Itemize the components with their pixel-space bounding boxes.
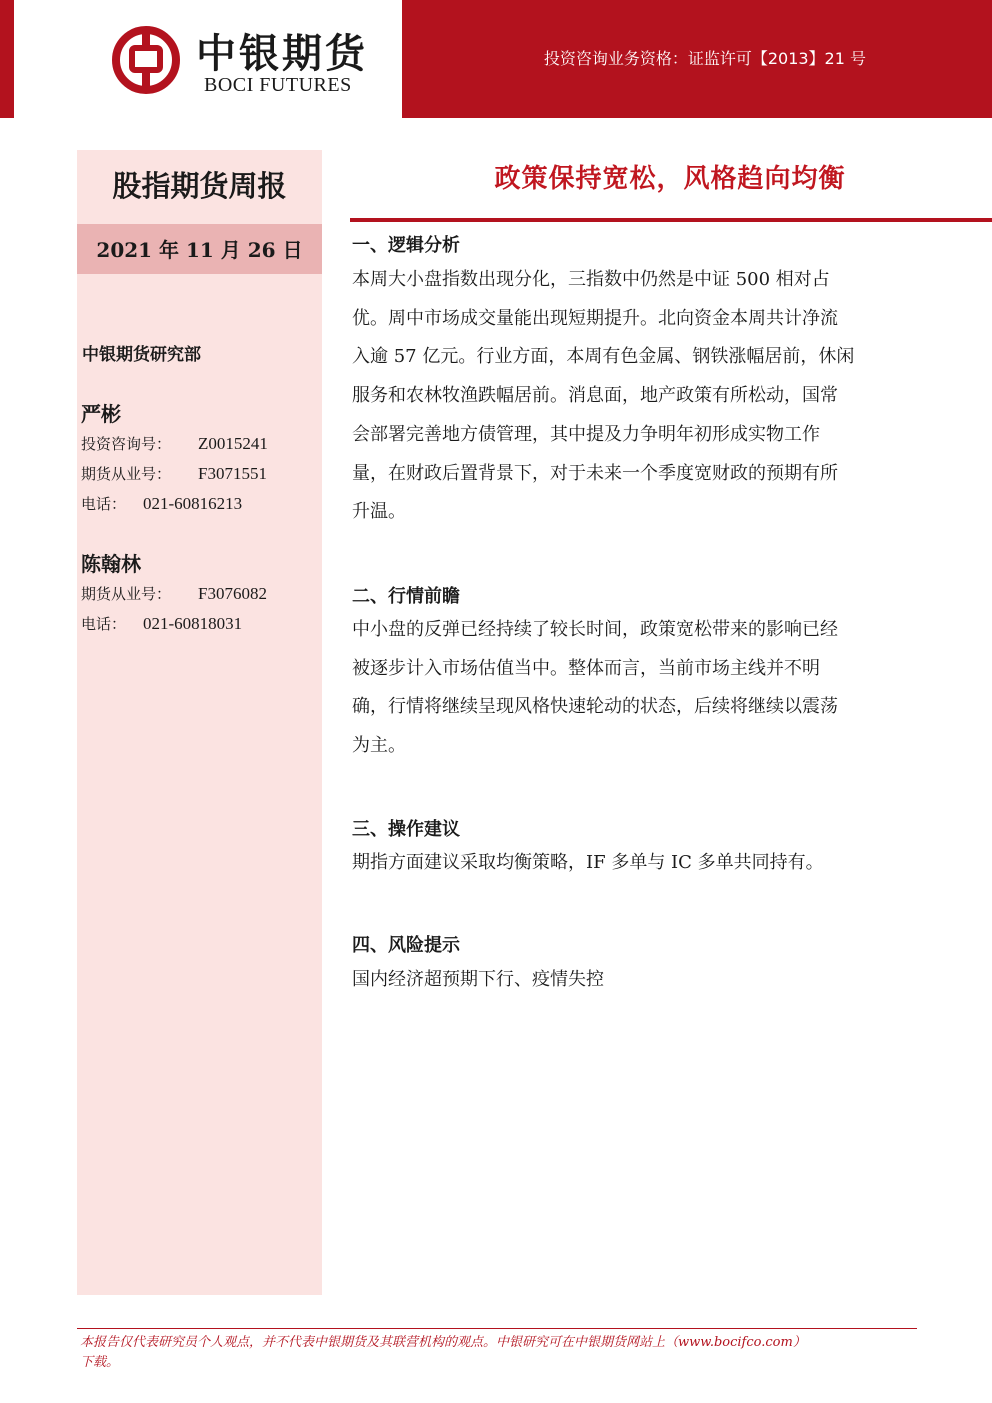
disclaimer-line: 下载。 [80,1355,120,1370]
department: 中银期货研究部 [82,345,201,365]
body-line: 服务和农林牧渔跌幅居前。消息面，地产政策有所松动，国常 [352,385,838,407]
body-line: 升温。 [352,501,406,523]
field-value: F3076082 [198,584,267,603]
body-line: 会部署完善地方债管理，其中提及力争明年初形成实物工作 [352,423,820,445]
report-type: 股指期货周报 [112,169,287,203]
body-line: 本周大小盘指数出现分化，三指数中仍然是中证 500 相对占 [352,269,830,290]
body-line: 为主。 [352,735,406,757]
analyst-field [81,613,242,634]
field-label: 期货从业号： [81,465,172,483]
analyst-field [81,583,267,604]
field-label: 投资咨询号： [81,435,172,453]
body-line: 被逐步计入市场估值当中。整体而言，当前市场主线并不明 [352,657,820,679]
footer-rule [77,1328,917,1329]
field-value: F3071551 [198,464,267,483]
section-heading: 四、风险提示 [352,935,460,956]
body-line: 确，行情将继续呈现风格快速轮动的状态，后续将继续以震荡 [352,696,838,718]
section-heading: 二、行情前瞻 [352,586,460,607]
body-line: 优。周中市场成交量能出现短期提升。北向资金本周共计净流 [352,307,838,329]
analyst-field [81,493,242,514]
sidebar-panel [77,150,322,1295]
document-title: 政策保持宽松，风格趋向均衡 [494,164,846,194]
report-date: 2021 年 11 月 26 日 [96,238,303,262]
body-line: 国内经济超预期下行、疫情失控 [352,969,604,990]
field-value: Z0015241 [198,434,268,453]
analyst-name: 严彬 [81,402,121,426]
footer-disclaimer [80,1333,915,1373]
field-value: 021-60818031 [143,614,243,633]
section-body [352,844,900,883]
field-label: 电话： [81,495,127,513]
header-red-band-left [0,0,14,118]
disclaimer-line: 本报告仅代表研究员个人观点，并不代表中银期货及其联营机构的观点。中银研究可在中银期货网站上（www.bocifco.com） [80,1335,806,1350]
section-body [352,261,900,532]
body-line: 中小盘的反弹已经持续了较长时间，政策宽松带来的影响已经 [352,619,838,640]
analyst-field [81,463,267,484]
analyst-name: 陈翰林 [81,552,141,576]
field-label: 电话： [81,615,127,633]
brand-name-cn: 中银期货 [196,30,368,77]
field-value: 021-60816213 [143,494,243,513]
analyst-field [81,433,268,454]
title-rule [350,218,992,222]
body-line: 期指方面建议采取均衡策略，IF 多单与 IC 多单共同持有。 [352,852,824,873]
section-body [352,611,900,766]
brand-name-en: BOCI FUTURES [204,74,352,96]
section-heading: 三、操作建议 [352,819,460,840]
section-heading: 一、逻辑分析 [352,235,460,256]
license-text: 投资咨询业务资格：证监许可【2013】21 号 [543,49,866,68]
body-line: 入逾 57 亿元。行业方面，本周有色金属、钢铁涨幅居前，休闲 [352,346,855,368]
body-line: 量，在财政后置背景下，对于未来一个季度宽财政的预期有所 [352,462,838,484]
field-label: 期货从业号： [81,585,172,603]
section-body [352,961,900,1000]
boc-logo-icon [112,26,180,94]
